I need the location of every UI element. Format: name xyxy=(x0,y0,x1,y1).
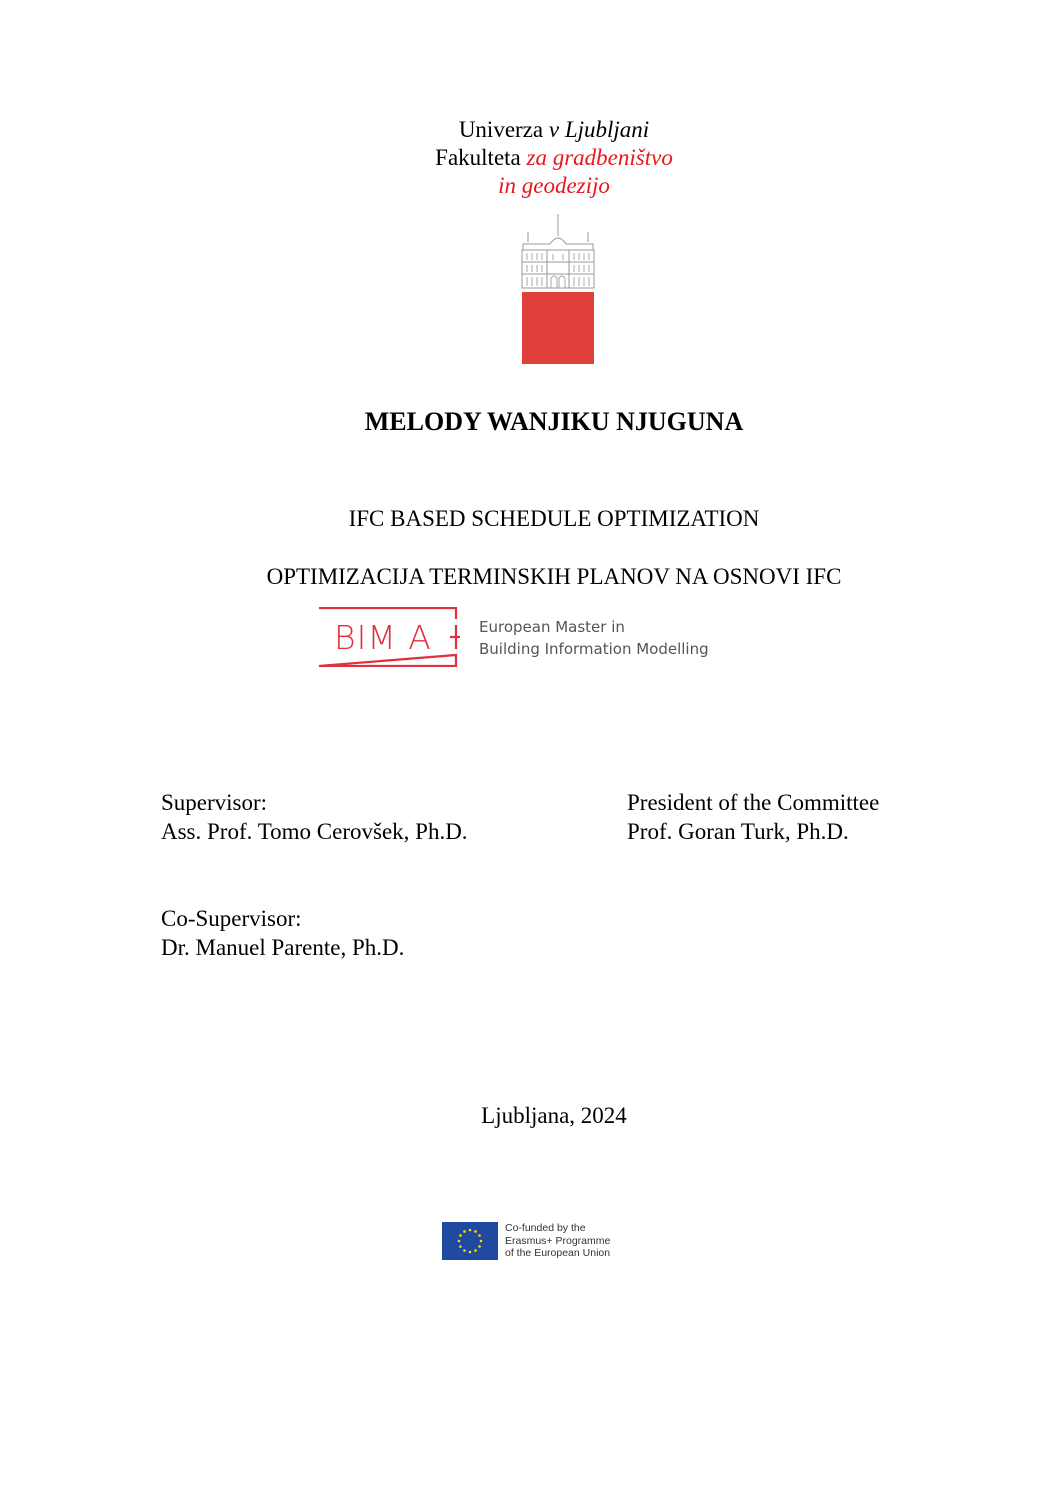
supervisor-name: Ass. Prof. Tomo Cerovšek, Ph.D. xyxy=(161,819,468,844)
place-and-year: Ljubljana, 2024 xyxy=(481,1103,627,1128)
eu-star xyxy=(474,1230,477,1233)
svg-text:BIM A: BIM A xyxy=(334,618,432,657)
president-label: President of the Committee xyxy=(627,790,880,815)
eu-text-line2: Erasmus+ Programme xyxy=(505,1234,611,1247)
university-name xyxy=(0,116,1058,144)
eu-star xyxy=(463,1230,466,1233)
eu-star xyxy=(459,1245,462,1248)
eu-star xyxy=(480,1240,483,1243)
eu-flag-icon xyxy=(442,1222,498,1260)
eu-star xyxy=(469,1251,472,1254)
eu-star xyxy=(469,1229,472,1232)
supervisor-label: Supervisor: xyxy=(161,790,268,815)
faculty-red: za gradbeništvo xyxy=(526,145,673,170)
bim-logo-text xyxy=(479,616,709,660)
faculty-prefix: Fakulteta xyxy=(435,145,527,170)
faculty-name xyxy=(0,144,1058,172)
eu-star xyxy=(463,1249,466,1252)
bim-a-plus-logo xyxy=(318,607,460,667)
co-supervisor-label: Co-Supervisor: xyxy=(161,906,302,931)
thesis-title-english: IFC BASED SCHEDULE OPTIMIZATION xyxy=(348,506,760,531)
co-supervisor-name: Dr. Manuel Parente, Ph.D. xyxy=(161,935,405,960)
university-crest-logo xyxy=(520,214,596,364)
university-city: v Ljubljani xyxy=(548,117,650,142)
faculty-line2: in geodezijo xyxy=(498,173,610,198)
erasmus-cofunded-text xyxy=(505,1222,610,1260)
eu-text-line1: Co-funded by the xyxy=(505,1222,586,1234)
author-name: MELODY WANJIKU NJUGUNA xyxy=(364,407,744,436)
eu-star xyxy=(459,1234,462,1237)
eu-star xyxy=(478,1245,481,1248)
eu-star xyxy=(478,1234,481,1237)
bim-logo-line2: Building Information Modelling xyxy=(479,640,709,658)
thesis-title-slovenian: OPTIMIZACIJA TERMINSKIH PLANOV NA OSNOVI IFC xyxy=(266,564,842,589)
university-prefix: Univerza xyxy=(458,117,549,142)
bim-logo-line1: European Master in xyxy=(479,618,625,636)
eu-text-line3: of the European Union xyxy=(505,1247,611,1259)
eu-star xyxy=(458,1240,461,1243)
president-name: Prof. Goran Turk, Ph.D. xyxy=(627,819,849,844)
eu-star xyxy=(474,1249,477,1252)
